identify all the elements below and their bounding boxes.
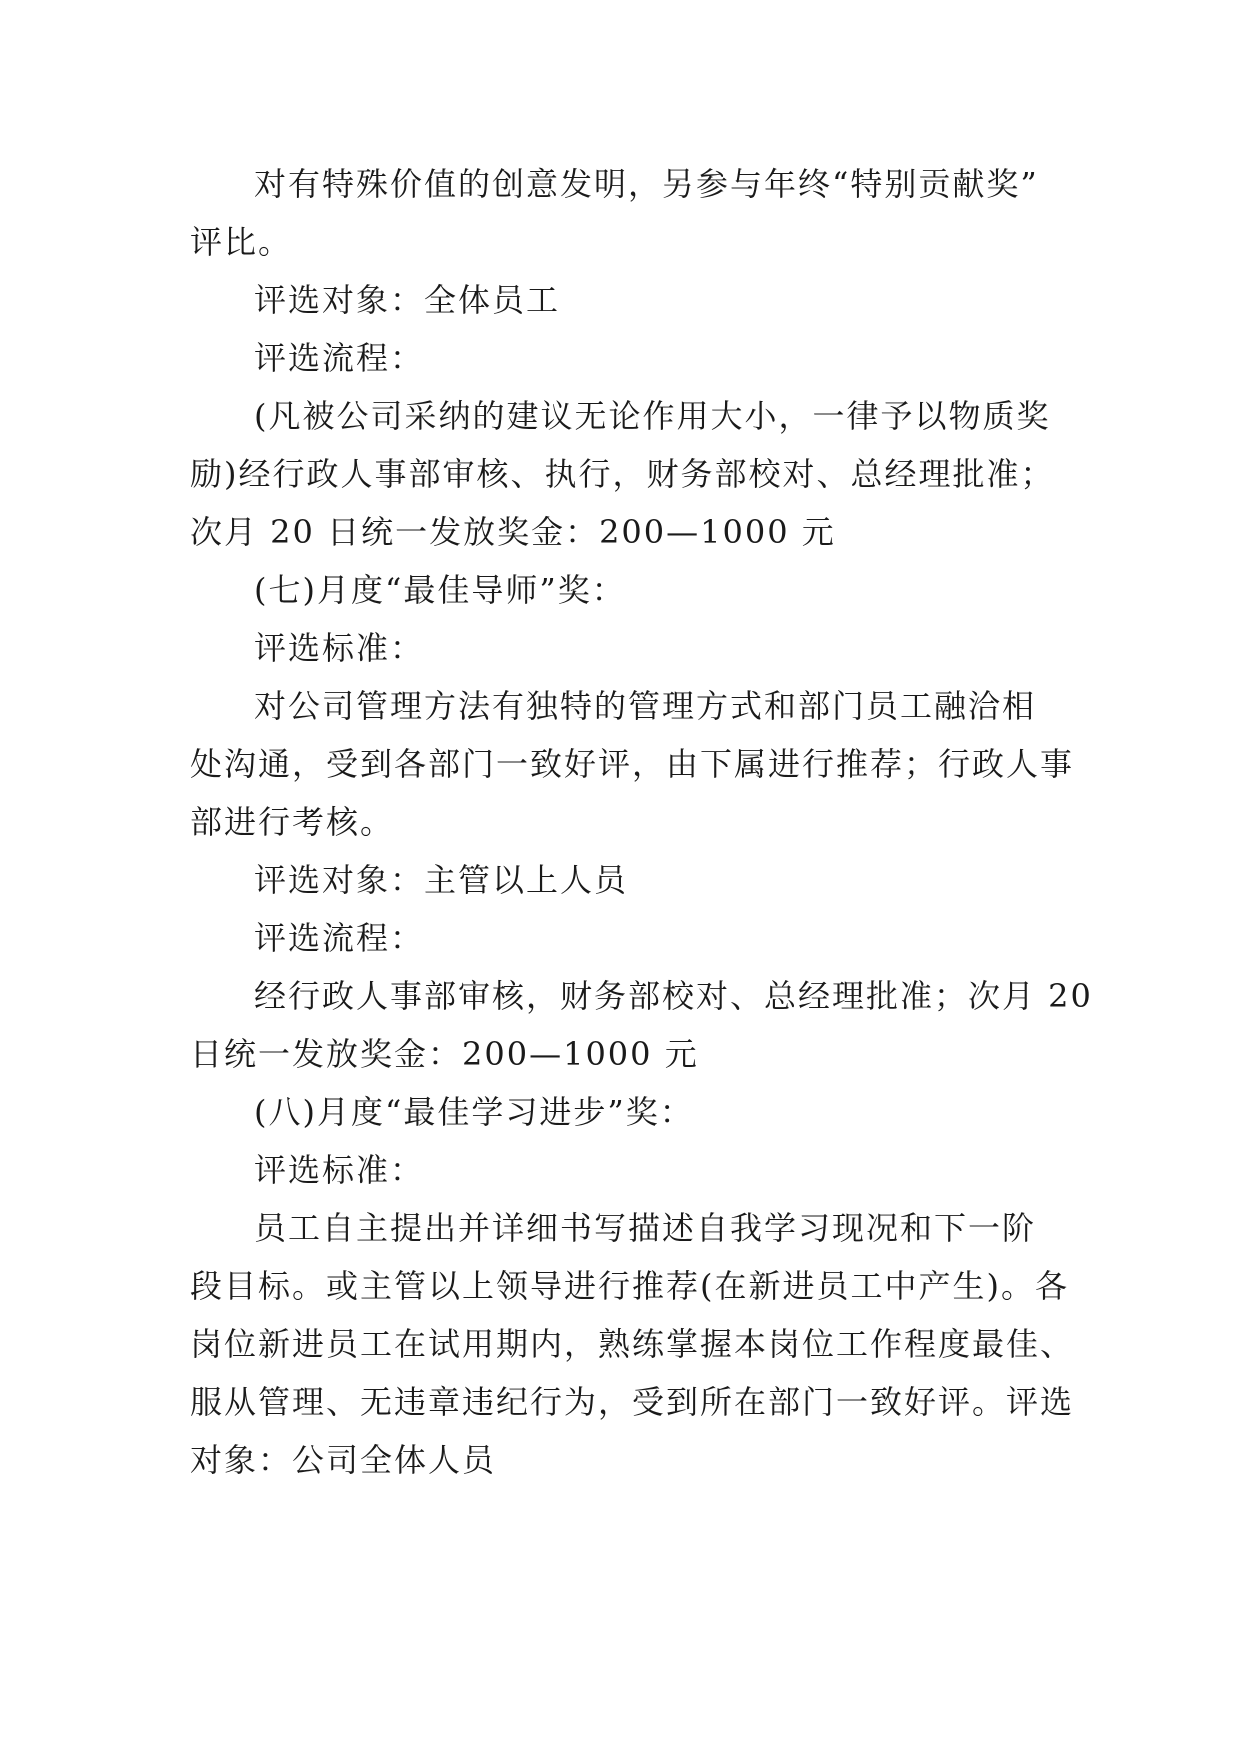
text-line: 励)经行政人事部审核、执行，财务部校对、总经理批准； xyxy=(190,455,1055,493)
text-line: 部进行考核。 xyxy=(190,803,395,841)
text-line: 岗位新进员工在试用期内，熟练掌握本岗位工作程度最佳、 xyxy=(190,1325,1075,1363)
paragraph xyxy=(190,1083,1070,1141)
document-body xyxy=(190,155,1093,1489)
paragraph xyxy=(190,619,1070,677)
text-line: 评选对象：全体员工 xyxy=(254,281,561,319)
text-line: 次月 20 日统一发放奖金：200—1000 元 xyxy=(190,513,836,551)
paragraph xyxy=(190,1141,1070,1199)
text-line: 评比。 xyxy=(190,223,293,261)
text-line: 对象：公司全体人员 xyxy=(190,1441,497,1479)
paragraph xyxy=(190,1199,1075,1489)
paragraph xyxy=(190,561,1070,619)
text-line: 经行政人事部审核，财务部校对、总经理批准；次月 20 xyxy=(254,977,1093,1015)
paragraph xyxy=(190,329,1070,387)
paragraph xyxy=(190,851,1070,909)
text-line: 评选流程： xyxy=(254,919,425,957)
text-line: 评选标准： xyxy=(254,629,425,667)
text-line: 日统一发放奖金：200—1000 元 xyxy=(190,1035,699,1073)
text-line: (凡被公司采纳的建议无论作用大小，一律予以物质奖 xyxy=(254,397,1051,435)
section-heading: (七)月度“最佳导师”奖： xyxy=(254,571,626,609)
paragraph xyxy=(190,909,1070,967)
text-line: 段目标。或主管以上领导进行推荐(在新进员工中产生)。各 xyxy=(190,1267,1069,1305)
text-line: 对有特殊价值的创意发明，另参与年终“特别贡献奖” xyxy=(254,165,1039,203)
text-line: 处沟通，受到各部门一致好评，由下属进行推荐；行政人事 xyxy=(190,745,1075,783)
paragraph xyxy=(190,967,1093,1083)
text-line: 对公司管理方法有独特的管理方式和部门员工融洽相 xyxy=(254,687,1037,725)
text-line: 评选对象：主管以上人员 xyxy=(254,861,629,899)
section-heading: (八)月度“最佳学习进步”奖： xyxy=(254,1093,694,1131)
paragraph xyxy=(190,155,1070,271)
text-line: 评选流程： xyxy=(254,339,425,377)
text-line: 服从管理、无违章违纪行为，受到所在部门一致好评。评选 xyxy=(190,1383,1075,1421)
paragraph xyxy=(190,271,1070,329)
paragraph xyxy=(190,677,1075,851)
paragraph xyxy=(190,387,1070,561)
text-line: 评选标准： xyxy=(254,1151,425,1189)
text-line: 员工自主提出并详细书写描述自我学习现况和下一阶 xyxy=(254,1209,1037,1247)
